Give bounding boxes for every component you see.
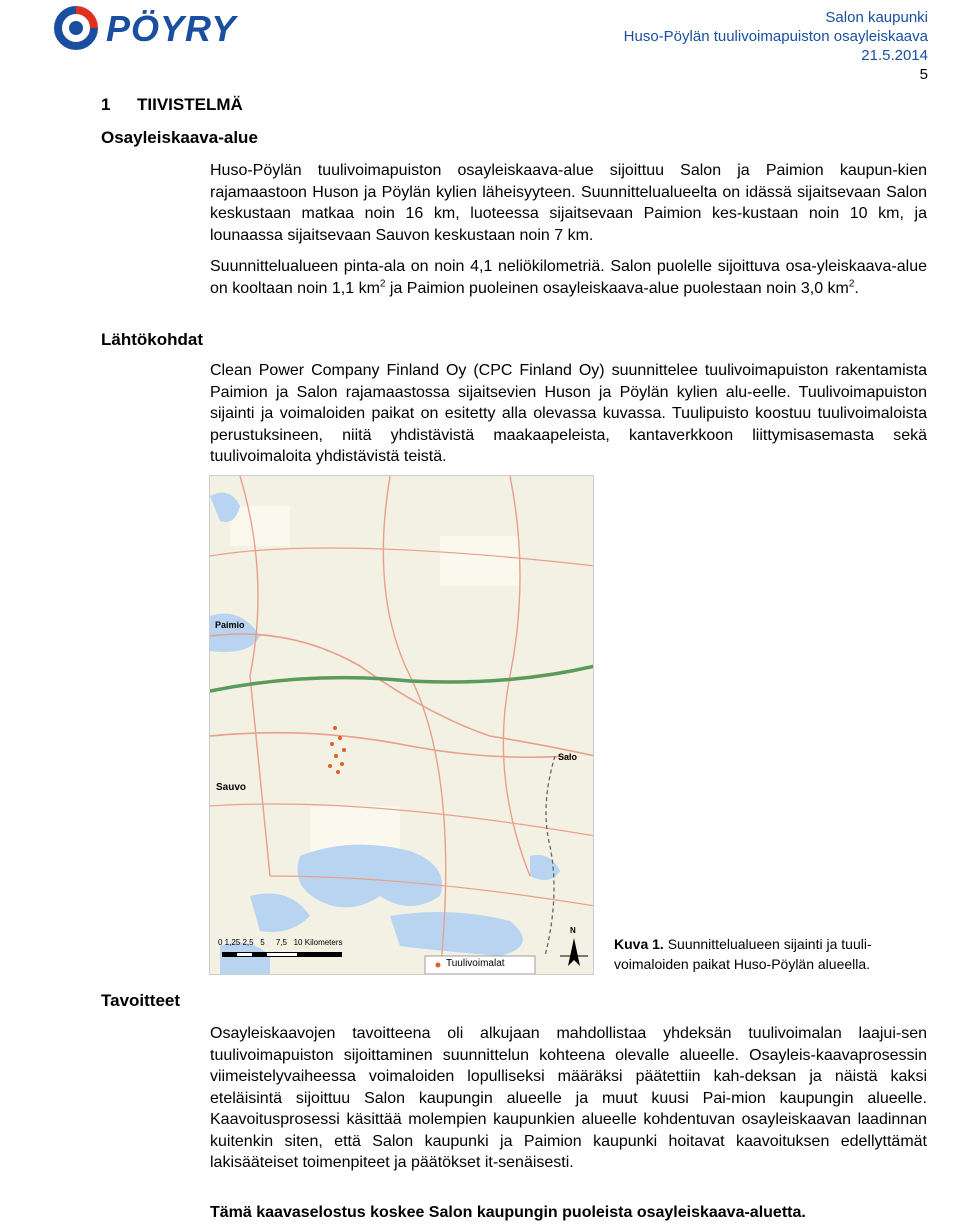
header-meta <box>624 8 928 84</box>
section-number: 1 <box>101 95 111 114</box>
final-statement: Tämä kaavaselostus koskee Salon kaupungin puoleista osayleiskaava-aluetta. <box>210 1204 806 1221</box>
header-date: 21.5.2014 <box>861 47 928 64</box>
side-label-basis: Lähtökohdat <box>101 330 203 349</box>
paragraph-area-size <box>210 256 927 299</box>
header-client: Salon kaupunki <box>825 9 928 26</box>
map-legend-label: Tuulivoimalat <box>446 958 505 969</box>
area-text-a: Suunnittelualueen pinta-ala on noin 4,1 neliökilometriä. Salon puolelle sijoittuva osa-yleiskaava-alue on kooltaan noin 1,1 km <box>210 258 927 297</box>
map-north-label: N <box>570 926 576 935</box>
side-label-area: Osayleiskaava-alue <box>101 128 258 147</box>
paragraph-project: Clean Power Company Finland Oy (CPC Finland Oy) suunnittelee tuulivoimapuiston rakentamista Paimion ja Salon rajamaastossa sijaitsevien Huson ja Pöylän kylien alu-eelle. Tuulivoimapuiston sijainti ja voimaloiden paikat on esitetty alla olevassa kuvassa. Tuulipuisto koostuu tuulivoimaloista perustuksineen, niitä yhdistävistä maakaapeleista, kantaverkkoon liittymisasemasta sekä tuulivoimaloita yhdistävistä teistä. <box>210 362 927 465</box>
area-text-b: ja Paimion puoleinen osayleiskaava-alue puolestaan noin 3,0 km <box>385 279 849 297</box>
logo-swirl-icon <box>48 6 104 50</box>
section-title: TIIVISTELMÄ <box>137 95 243 114</box>
header-project: Huso-Pöylän tuulivoimapuiston osayleiskaava <box>623 28 928 45</box>
map-svg <box>210 476 594 975</box>
logo-text: PÖYRY <box>106 8 237 49</box>
map-place-sauvo: Sauvo <box>216 782 247 793</box>
superscript-a: 2 <box>379 278 386 290</box>
map-scale-label: 0 1,25 2,5 5 7,5 10 Kilometers <box>218 938 343 947</box>
area-text-c: . <box>854 279 859 297</box>
map-place-paimio: Paimio <box>215 620 245 630</box>
map-place-salo: Salo <box>558 752 578 762</box>
figure-caption <box>614 934 914 974</box>
page-header <box>0 0 960 83</box>
superscript-b: 2 <box>848 278 855 290</box>
caption-text: Suunnittelualueen sijainti ja tuuli-voimaloiden paikat Huso-Pöylän alueella. <box>614 936 872 972</box>
paragraph-location: Huso-Pöylän tuulivoimapuiston osayleiskaava-alue sijoittuu Salon ja Paimion kaupun-kien rajamaastoon Huson ja Pöylän kylien läheisyyteen. Suunnittelualueelta on idässä sijaitsevaan Salon keskustaan matkaa noin 16 km, luoteessa sijaitsevaan Paimion kes-kustaan noin 10 km, ja lounaassa sijaitsevaan Sauvon keskustaan noin 7 km. <box>210 162 927 244</box>
poyry-logo <box>48 6 278 50</box>
caption-label: Kuva 1. <box>614 936 664 952</box>
section-heading <box>101 95 243 115</box>
page-number: 5 <box>919 66 928 83</box>
paragraph-goals: Osayleiskaavojen tavoitteena oli alkujaan mahdollistaa yhdeksän tuulivoimalan laajui-sen tuulivoimapuiston sijoittaminen suunnittelun kohteena olevalle alueelle. Osayleis-kaavaprosessin viimeistelyvaiheessa voimaloiden lopulliseksi määräksi päätettiin kah-deksan ja näistä kaksi eteläisintä sijoittuu Salon kaupungin alueelle ja muut kuusi Pai-mion kaupungin alueelle. Kaavoitusprosessi käsittää molempien kaupunkien alueelle kohdentuvan osayleiskaavan laadinnan kuitenkin siten, että Salon kaupunki ja Paimion kaupunki hoitavat kaavoituksen edellyttämät lakisääteiset toimenpiteet ja päätökset it-senäisesti. <box>210 1025 927 1171</box>
side-label-goals: Tavoitteet <box>101 991 181 1010</box>
location-map <box>209 475 594 975</box>
